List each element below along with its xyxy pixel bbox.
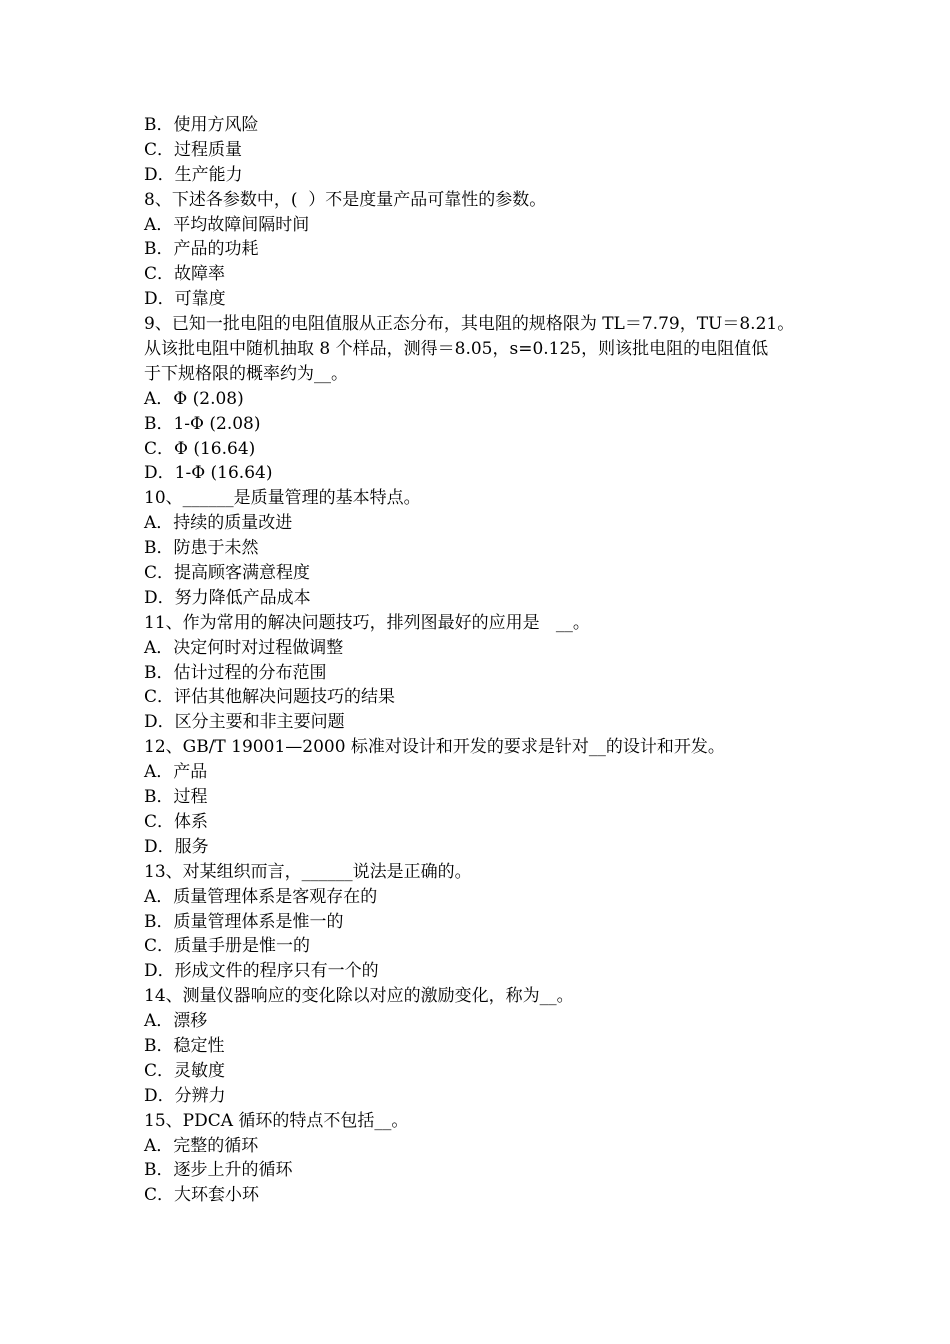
question-9-line-1: 9、已知一批电阻的电阻值服从正态分布，其电阻的规格限为 TL＝7.79，TU＝8.21。 — [144, 314, 795, 335]
option-b-q13: B．质量管理体系是惟一的 — [144, 911, 344, 932]
question-12: 12、GB/T 19001—2000 标准对设计和开发的要求是针对__的设计和开发。 — [144, 737, 725, 758]
option-a-q15: A．完整的循环 — [144, 1135, 259, 1156]
option-c-q12: C．体系 — [144, 811, 209, 832]
option-c-q8: C．故障率 — [144, 264, 226, 285]
option-c-q7: C．过程质量 — [144, 139, 243, 160]
question-11: 11、作为常用的解决问题技巧，排列图最好的应用是 __。 — [144, 612, 590, 633]
option-b-q7: B．使用方风险 — [144, 115, 259, 135]
option-b-q14: B．稳定性 — [144, 1035, 225, 1056]
option-d-q9: D．1-Φ (16.64) — [144, 463, 273, 484]
option-a-q8: A．平均故障间隔时间 — [144, 214, 310, 235]
question-10: 10、______是质量管理的基本特点。 — [144, 488, 421, 509]
option-a-q12: A．产品 — [144, 762, 208, 783]
question-9-line-2: 从该批电阻中随机抽取 8 个样品，测得＝8.05，s=0.125，则该批电阻的电阻值低 — [144, 339, 769, 360]
option-d-q8: D．可靠度 — [144, 289, 226, 310]
option-c-q13: C．质量手册是惟一的 — [144, 936, 311, 957]
option-a-q9: A．Φ (2.08) — [144, 388, 244, 409]
option-b-q11: B．估计过程的分布范围 — [144, 662, 327, 683]
option-d-q12: D．服务 — [144, 836, 209, 857]
option-d-q10: D．努力降低产品成本 — [144, 587, 311, 608]
option-b-q10: B．防患于未然 — [144, 538, 259, 559]
option-a-q14: A．漂移 — [144, 1011, 208, 1032]
option-c-q9: C．Φ (16.64) — [144, 438, 256, 459]
option-a-q11: A．决定何时对过程做调整 — [144, 637, 344, 658]
option-b-q12: B．过程 — [144, 787, 208, 808]
option-c-q10: C．提高顾客满意程度 — [144, 563, 311, 584]
option-d-q13: D．形成文件的程序只有一个的 — [144, 961, 379, 982]
option-c-q14: C．灵敏度 — [144, 1060, 226, 1081]
question-15: 15、PDCA 循环的特点不包括__。 — [144, 1110, 409, 1131]
question-9-line-3: 于下规格限的概率约为__。 — [144, 363, 348, 384]
option-c-q15: C．大环套小环 — [144, 1185, 260, 1206]
option-a-q10: A．持续的质量改进 — [144, 513, 293, 534]
option-b-q8: B．产品的功耗 — [144, 239, 259, 260]
option-d-q14: D．分辨力 — [144, 1085, 226, 1106]
option-d-q7: D．生产能力 — [144, 164, 243, 185]
document-page — [144, 113, 824, 1208]
option-a-q13: A．质量管理体系是客观存在的 — [144, 886, 378, 907]
option-c-q11: C．评估其他解决问题技巧的结果 — [144, 687, 396, 708]
option-b-q9: B．1-Φ (2.08) — [144, 413, 261, 434]
option-d-q11: D．区分主要和非主要问题 — [144, 712, 345, 733]
question-13: 13、对某组织而言，______说法是正确的。 — [144, 861, 472, 882]
question-8: 8、下述各参数中，( ）不是度量产品可靠性的参数。 — [144, 189, 547, 210]
option-b-q15: B．逐步上升的循环 — [144, 1160, 293, 1181]
question-14: 14、测量仪器响应的变化除以对应的激励变化，称为__。 — [144, 986, 574, 1007]
